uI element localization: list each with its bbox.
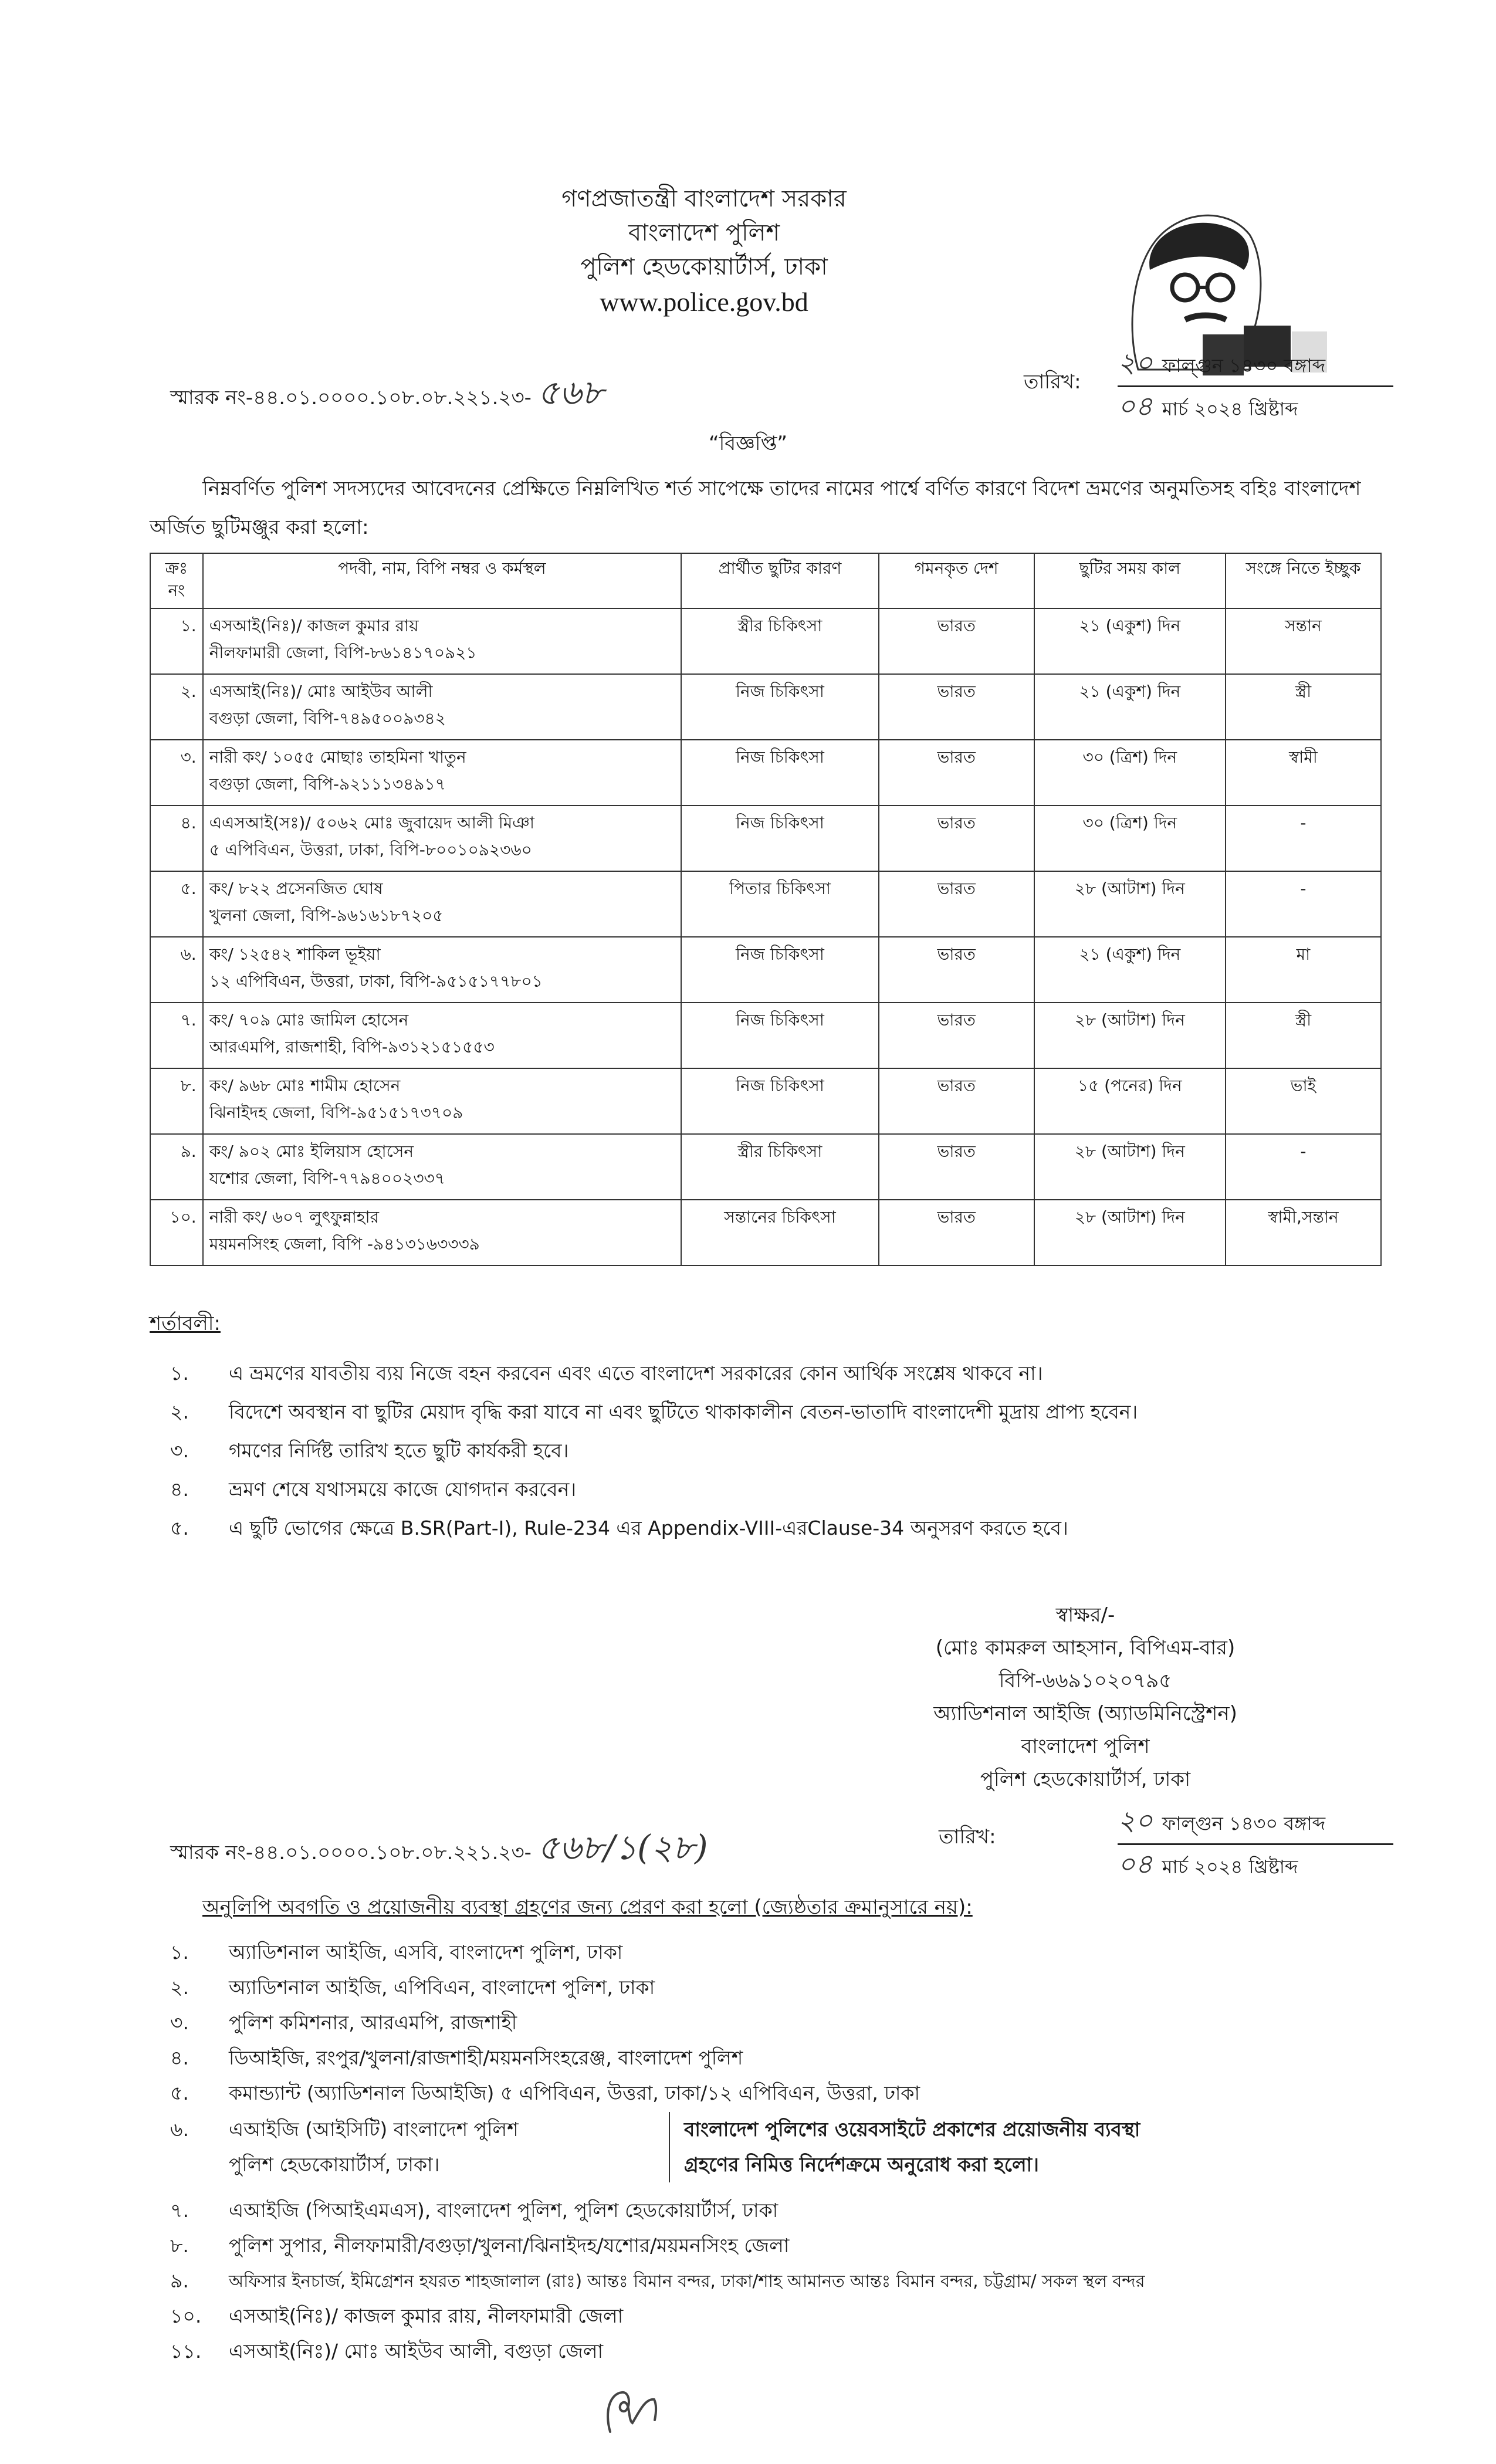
memo-handwritten-number: ৫৬৮ (537, 373, 604, 412)
item-number: ৭. (170, 2199, 189, 2222)
row-duration (1034, 1200, 1226, 1265)
row-person (203, 674, 682, 740)
row-country-country: ভারত (937, 616, 976, 635)
row-country (879, 937, 1034, 1003)
row-person (203, 1200, 682, 1265)
condition-item (170, 1394, 1402, 1433)
condition-item (170, 1510, 1402, 1549)
row-country-country: ভারত (937, 1010, 976, 1030)
row-reason (681, 1003, 878, 1068)
item-text: ডিআইজি, রংপুর/খুলনা/রাজশাহী/ময়মনসিংহরেঞ্জ, বাংলাদেশ পুলিশ (229, 2046, 743, 2069)
row-duration (1034, 740, 1226, 805)
row-companion-companion: - (1300, 879, 1307, 898)
row-companion-companion: - (1300, 1142, 1307, 1161)
notice-title: “বিজ্ঞপ্তি” (708, 432, 788, 455)
row-companion (1226, 608, 1381, 674)
row-person-line2: খুলনা জেলা, বিপি-৯৬১৬১৮৭২০৫ (209, 906, 444, 925)
row-companion (1226, 1068, 1381, 1134)
copy-to-list (170, 1936, 1402, 2370)
row-duration-duration: ২১ (একুশ) দিন (1079, 682, 1181, 701)
row-serial (150, 1200, 203, 1265)
row-serial (150, 937, 203, 1003)
signatory-designation: অ্যাডিশনাল আইজি (অ্যাডমিনিস্ট্রেশন) (933, 1702, 1237, 1725)
copy-to-item (170, 2229, 1402, 2265)
row-country (879, 805, 1034, 871)
row-serial-sl: ৫. (180, 879, 197, 898)
item-text-block (229, 2112, 669, 2182)
row-reason-reason: নিজ চিকিৎসা (735, 682, 824, 701)
row-duration (1034, 805, 1226, 871)
memo-label: স্মারক নং-৪৪.০১.০০০০.১০৮.০৮.২২১.২৩- (170, 386, 532, 409)
row-reason (681, 608, 878, 674)
row-companion (1226, 740, 1381, 805)
row-person (203, 608, 682, 674)
row-reason (681, 805, 878, 871)
row-person (203, 937, 682, 1003)
table-row (150, 805, 1381, 871)
row-serial (150, 805, 203, 871)
item-text: অ্যাডিশনাল আইজি, এপিবিএন, বাংলাদেশ পুলিশ, ঢাকা (229, 1976, 655, 1999)
row-companion-companion: ভাই (1290, 1076, 1316, 1095)
row-person (203, 1068, 682, 1134)
date-block-copy (1118, 1804, 1393, 1883)
row-person-line1: কং/ ৭০৯ মোঃ জামিল হোসেন (209, 1010, 409, 1030)
row-country (879, 1068, 1034, 1134)
condition-number: ৫. (170, 1517, 189, 1539)
condition-item (170, 1355, 1402, 1394)
row-duration-duration: ২৮ (আটাশ) দিন (1074, 1207, 1185, 1227)
row-person-line1: নারী কং/ ৬০৭ লুৎফুন্নাহার (209, 1207, 379, 1227)
row-person-line1: কং/ ৯৬৮ মোঃ শামীম হোসেন (209, 1076, 401, 1095)
row-duration-duration: ২১ (একুশ) দিন (1079, 616, 1181, 635)
row-reason-reason: নিজ চিকিৎসা (735, 1010, 824, 1030)
date-gregorian: মার্চ ২০২৪ খ্রিষ্টাব্দ (1162, 1856, 1298, 1878)
row-reason-reason: পিতার চিকিৎসা (729, 879, 831, 898)
row-duration-duration: ২১ (একুশ) দিন (1079, 945, 1181, 964)
signatory-bp: বিপি-৬৬৯১০২০৭৯৫ (999, 1669, 1172, 1693)
table-header-row (150, 553, 1381, 608)
date-bangla-day: ২০ (1118, 1805, 1153, 1836)
row-reason-reason: নিজ চিকিৎসা (735, 813, 824, 832)
condition-number: ৩. (170, 1439, 189, 1462)
row-companion-companion: স্ত্রী (1295, 682, 1312, 701)
col-header-duration: ছুটির সময় কাল (1034, 553, 1226, 608)
row-country-country: ভারত (937, 813, 976, 832)
col-header-person: পদবী, নাম, বিপি নম্বর ও কর্মস্থল (203, 553, 682, 608)
row-companion (1226, 937, 1381, 1003)
item-text: এসআই(নিঃ)/ কাজল কুমার রায়, নীলফামারী জেলা (229, 2304, 624, 2327)
row-serial-sl: ৮. (180, 1076, 197, 1095)
item-number: ১০. (170, 2304, 202, 2327)
row-country-country: ভারত (937, 1076, 976, 1095)
row-person (203, 1003, 682, 1068)
row-companion-companion: - (1300, 813, 1307, 832)
row-reason (681, 1068, 878, 1134)
row-person-line1: এসআই(নিঃ)/ মোঃ আইউব আলী (209, 682, 433, 701)
row-serial-sl: ৪. (180, 813, 197, 832)
item-number: ২. (170, 1976, 189, 1999)
memo-handwritten-number: ৫৬৮/১(২৮) (537, 1827, 708, 1867)
condition-number: ৪. (170, 1478, 189, 1501)
row-reason (681, 1134, 878, 1200)
copy-to-item (170, 2006, 1402, 2042)
copy-to-item (170, 2077, 1402, 2112)
condition-text: গমণের নির্দিষ্ট তারিখ হতে ছুটি কার্যকরী হবে। (229, 1439, 569, 1462)
row-person-line1: এসআই(নিঃ)/ কাজল কুমার রায় (209, 616, 419, 635)
row-reason (681, 871, 878, 937)
row-person (203, 871, 682, 937)
item-text: অ্যাডিশনাল আইজি, এসবি, বাংলাদেশ পুলিশ, ঢাকা (229, 1941, 623, 1964)
condition-item (170, 1471, 1402, 1510)
table-row (150, 1200, 1381, 1265)
row-country (879, 674, 1034, 740)
row-person (203, 740, 682, 805)
row-serial (150, 1003, 203, 1068)
condition-text: এ ছুটি ভোগের ক্ষেত্রে B.SR(Part-I), Rule-234 এর Appendix-VIII-এরClause-34 অনুসরণ করতে হবে। (229, 1517, 1068, 1539)
row-duration-duration: ৩০ (ত্রিশ) দিন (1082, 747, 1177, 767)
row-person-line2: বগুড়া জেলা, বিপি-৯২১১১৩৪৯১৭ (209, 774, 446, 794)
note-line1: বাংলাদেশ পুলিশের ওয়েবসাইটে প্রকাশের প্রয়োজনীয় ব্যবস্থা (684, 2118, 1140, 2141)
row-person-line2: ৫ এপিবিএন, উত্তরা, ঢাকা, বিপি-৮০০১০৯২৩৬০ (209, 840, 532, 859)
item-text: অফিসার ইনচার্জ, ইমিগ্রেশন হযরত শাহজালাল (রাঃ) আন্তঃ বিমান বন্দর, ঢাকা/শাহ আমানত আন্তঃ বিমান বন্দর, চট্টগ্রাম/ সকল স্থল বন্দর (229, 2270, 1145, 2291)
item-text-line2: পুলিশ হেডকোয়ার্টার্স, ঢাকা। (229, 2153, 440, 2176)
item-number: ৪. (170, 2046, 189, 2069)
row-duration (1034, 937, 1226, 1003)
row-companion (1226, 805, 1381, 871)
row-serial (150, 1134, 203, 1200)
row-duration (1034, 674, 1226, 740)
item-number: ১১. (170, 2340, 202, 2363)
row-country-country: ভারত (937, 945, 976, 964)
row-person-line2: ঝিনাইদহ জেলা, বিপি-৯৫১৫১৭৩৭০৯ (209, 1103, 463, 1122)
row-country-country: ভারত (937, 1207, 976, 1227)
date-bangla-day: ২০ (1118, 347, 1153, 378)
item-number: ৮. (170, 2234, 189, 2257)
row-serial-sl: ৭. (180, 1010, 197, 1030)
row-companion-companion: সন্তান (1285, 616, 1322, 635)
row-person-line1: কং/ ৮২২ প্রসেনজিত ঘোষ (209, 879, 383, 898)
row-duration-duration: ২৮ (আটাশ) দিন (1074, 1010, 1185, 1030)
govt-name: গণপ্রজাতন্ত্রী বাংলাদেশ সরকার (561, 185, 847, 212)
condition-number: ১. (170, 1362, 189, 1385)
copy-to-item (170, 2265, 1402, 2300)
condition-text: এ ভ্রমণের যাবতীয় ব্যয় নিজে বহন করবেন এবং এতে বাংলাদেশ সরকারের কোন আর্থিক সংশ্লেষ থাকবে না। (229, 1362, 1043, 1385)
date-bangla: ফাল্গুন ১৪৩০ বঙ্গাব্দ (1162, 1812, 1326, 1835)
conditions-list (170, 1355, 1402, 1549)
copy-to-item (170, 1936, 1402, 1971)
item-number: ৬. (170, 2118, 189, 2141)
table-row (150, 1068, 1381, 1134)
intro-paragraph: নিম্নবর্ণিত পুলিশ সদস্যদের আবেদনের প্রেক্ষিতে নিম্নলিখিত শর্ত সাপেক্ষে তাদের নামের পার্শ্বে বর্ণিত কারণে বিদেশ ভ্রমণের অনুমতিসহ বহিঃ বাংলাদেশ অর্জিত ছুটিমঞ্জুর করা হলো: (150, 477, 1361, 539)
letterhead (528, 182, 880, 320)
row-serial (150, 674, 203, 740)
row-duration (1034, 871, 1226, 937)
signatory-org: বাংলাদেশ পুলিশ (1021, 1735, 1150, 1758)
col-header-sl: ক্রঃ নং (150, 553, 203, 608)
office-name: পুলিশ হেডকোয়ার্টার্স, ঢাকা (580, 253, 828, 280)
row-serial-sl: ৯. (180, 1142, 197, 1161)
website-link[interactable]: www.police.gov.bd (600, 287, 808, 317)
date-gregorian: মার্চ ২০২৪ খ্রিষ্টাব্দ (1162, 398, 1298, 420)
item-number: ৫. (170, 2081, 189, 2104)
memo-number-copy (170, 1822, 708, 1879)
row-duration (1034, 1134, 1226, 1200)
row-reason-reason: সন্তানের চিকিৎসা (724, 1207, 836, 1227)
row-country (879, 740, 1034, 805)
col-header-reason: প্রার্থীত ছুটির কারণ (681, 553, 878, 608)
row-serial-sl: ১. (180, 616, 197, 635)
row-person (203, 805, 682, 871)
item-text: এআইজি (পিআইএমএস), বাংলাদেশ পুলিশ, পুলিশ হেডকোয়ার্টার্স, ঢাকা (229, 2199, 779, 2222)
row-reason (681, 674, 878, 740)
row-country (879, 1200, 1034, 1265)
row-companion (1226, 1134, 1381, 1200)
row-duration (1034, 1068, 1226, 1134)
copy-to-item (170, 2042, 1402, 2077)
signature-block (763, 1599, 1408, 1796)
row-person-line1: কং/ ৯০২ মোঃ ইলিয়াস হোসেন (209, 1142, 414, 1161)
table-row (150, 608, 1381, 674)
row-serial (150, 608, 203, 674)
row-reason-reason: স্ত্রীর চিকিৎসা (737, 1142, 823, 1161)
row-duration (1034, 608, 1226, 674)
row-serial (150, 1068, 203, 1134)
row-duration (1034, 1003, 1226, 1068)
row-country (879, 608, 1034, 674)
table-row (150, 1134, 1381, 1200)
row-serial-sl: ১০. (170, 1207, 197, 1227)
row-reason-reason: নিজ চিকিৎসা (735, 945, 824, 964)
date-block (1118, 346, 1393, 425)
item-text: পুলিশ সুপার, নীলফামারী/বগুড়া/খুলনা/ঝিনাইদহ/যশোর/ময়মনসিংহ জেলা (229, 2234, 790, 2257)
condition-item (170, 1433, 1402, 1471)
col-header-country: গমনকৃত দেশ (879, 553, 1034, 608)
row-duration-duration: ৩০ (ত্রিশ) দিন (1082, 813, 1177, 832)
row-country-country: ভারত (937, 747, 976, 767)
row-reason-reason: নিজ চিকিৎসা (735, 747, 824, 767)
copy-to-item (170, 2194, 1402, 2229)
row-person-line1: কং/ ১২৫৪২ শাকিল ভূইয়া (209, 945, 381, 964)
row-serial-sl: ২. (180, 682, 197, 701)
condition-number: ২. (170, 1400, 189, 1423)
date-label: তারিখ: (939, 1825, 996, 1849)
item-text: পুলিশ কমিশনার, আরএমপি, রাজশাহী (229, 2011, 517, 2034)
row-country (879, 871, 1034, 937)
signatory-office: পুলিশ হেডকোয়ার্টার্স, ঢাকা (980, 1768, 1191, 1791)
row-companion-companion: স্বামী,সন্তান (1268, 1207, 1339, 1227)
item-number: ৩. (170, 2011, 189, 2034)
note-line2: গ্রহণের নিমিত্ত নির্দেশক্রমে অনুরোধ করা হলো। (684, 2153, 1039, 2176)
date-greg-day: ০৪ (1118, 1848, 1153, 1880)
row-reason (681, 740, 878, 805)
item-text: কমান্ড্যান্ট (অ্যাডিশনাল ডিআইজি) ৫ এপিবিএন, উত্তরা, ঢাকা/১২ এপিবিএন, উত্তরা, ঢাকা (229, 2081, 920, 2104)
row-companion (1226, 1003, 1381, 1068)
org-name: বাংলাদেশ পুলিশ (628, 219, 780, 246)
table-row (150, 871, 1381, 937)
row-reason (681, 1200, 878, 1265)
row-reason-reason: নিজ চিকিৎসা (735, 1076, 824, 1095)
row-person (203, 1134, 682, 1200)
copy-to-item (170, 2300, 1402, 2335)
table-row (150, 937, 1381, 1003)
row-companion (1226, 871, 1381, 937)
copy-to-heading: অনুলিপি অবগতি ও প্রয়োজনীয় ব্যবস্থা গ্রহণের জন্য প্রেরণ করা হলো (জ্যেষ্ঠতার ক্রমানুসারে নয়): (202, 1896, 973, 1919)
row-country-country: ভারত (937, 682, 976, 701)
row-person-line1: এএসআই(সঃ)/ ৫০৬২ মোঃ জুবায়েদ আলী মিঞা (209, 813, 534, 832)
row-person-line2: বগুড়া জেলা, বিপি-৭৪৯৫০০৯৩৪২ (209, 709, 446, 728)
copy-to-item (170, 1971, 1402, 2006)
row-country-country: ভারত (937, 1142, 976, 1161)
memo-number (170, 367, 604, 424)
handwritten-initial (598, 2388, 669, 2435)
row-companion-companion: মা (1296, 945, 1311, 964)
table-row (150, 1003, 1381, 1068)
item-text: এআইজি (আইসিটি) বাংলাদেশ পুলিশ (229, 2118, 519, 2141)
date-label: তারিখ: (1024, 370, 1081, 394)
condition-text: বিদেশে অবস্থান বা ছুটির মেয়াদ বৃদ্ধি করা যাবে না এবং ছুটিতে থাকাকালীন বেতন-ভাতাদি বাংলাদেশী মুদ্রায় প্রাপ্য হবেন। (229, 1400, 1138, 1423)
row-serial-sl: ৬. (180, 945, 197, 964)
row-country-country: ভারত (937, 879, 976, 898)
signatory-name: (মোঃ কামরুল আহসান, বিপিএম-বার) (935, 1636, 1236, 1660)
row-country (879, 1134, 1034, 1200)
item-number: ১. (170, 1941, 189, 1964)
conditions-heading: শর্তাবলী: (150, 1312, 221, 1335)
row-duration-duration: ২৮ (আটাশ) দিন (1074, 879, 1185, 898)
signed-mark: স্বাক্ষর/- (1055, 1603, 1115, 1627)
row-person-line2: নীলফামারী জেলা, বিপি-৮৬১৪১৭০৯২১ (209, 643, 477, 662)
row-companion (1226, 674, 1381, 740)
row-companion-companion: স্বামী (1289, 747, 1318, 767)
row-serial-sl: ৩. (180, 747, 197, 767)
row-serial (150, 740, 203, 805)
leave-table (150, 553, 1382, 1266)
row-reason-reason: স্ত্রীর চিকিৎসা (737, 616, 823, 635)
website-publish-note (669, 2112, 1271, 2182)
memo-label: স্মারক নং-৪৪.০১.০০০০.১০৮.০৮.২২১.২৩- (170, 1841, 532, 1864)
row-reason (681, 937, 878, 1003)
date-bangla: ফাল্গুন ১৪৩০ বঙ্গাব্দ (1162, 354, 1326, 377)
table-row (150, 674, 1381, 740)
condition-text: ভ্রমণ শেষে যথাসময়ে কাজে যোগদান করবেন। (229, 1478, 577, 1501)
row-country (879, 1003, 1034, 1068)
row-duration-duration: ১৫ (পনের) দিন (1077, 1076, 1182, 1095)
row-companion-companion: স্ত্রী (1295, 1010, 1312, 1030)
row-serial (150, 871, 203, 937)
copy-to-item (170, 2335, 1402, 2370)
copy-to-item (170, 2112, 1402, 2194)
row-person-line2: আরএমপি, রাজশাহী, বিপি-৯৩১২১৫১৫৫৩ (209, 1037, 495, 1057)
row-duration-duration: ২৮ (আটাশ) দিন (1074, 1142, 1185, 1161)
row-person-line1: নারী কং/ ১০৫৫ মোছাঃ তাহমিনা খাতুন (209, 747, 466, 767)
row-person-line2: যশোর জেলা, বিপি-৭৭৯৪০০২৩৩৭ (209, 1169, 445, 1188)
row-person-line2: ১২ এপিবিএন, উত্তরা, ঢাকা, বিপি-৯৫১৫১৭৭৮০১ (209, 972, 543, 991)
date-greg-day: ০৪ (1118, 390, 1153, 422)
item-text: এসআই(নিঃ)/ মোঃ আইউব আলী, বগুড়া জেলা (229, 2340, 604, 2363)
table-row (150, 740, 1381, 805)
col-header-companion: সংঙ্গে নিতে ইচ্ছুক (1226, 553, 1381, 608)
item-number: ৯. (170, 2269, 189, 2292)
row-companion (1226, 1200, 1381, 1265)
row-person-line2: ময়মনসিংহ জেলা, বিপি -৯৪১৩১৬৩৩৩৯ (209, 1234, 480, 1254)
